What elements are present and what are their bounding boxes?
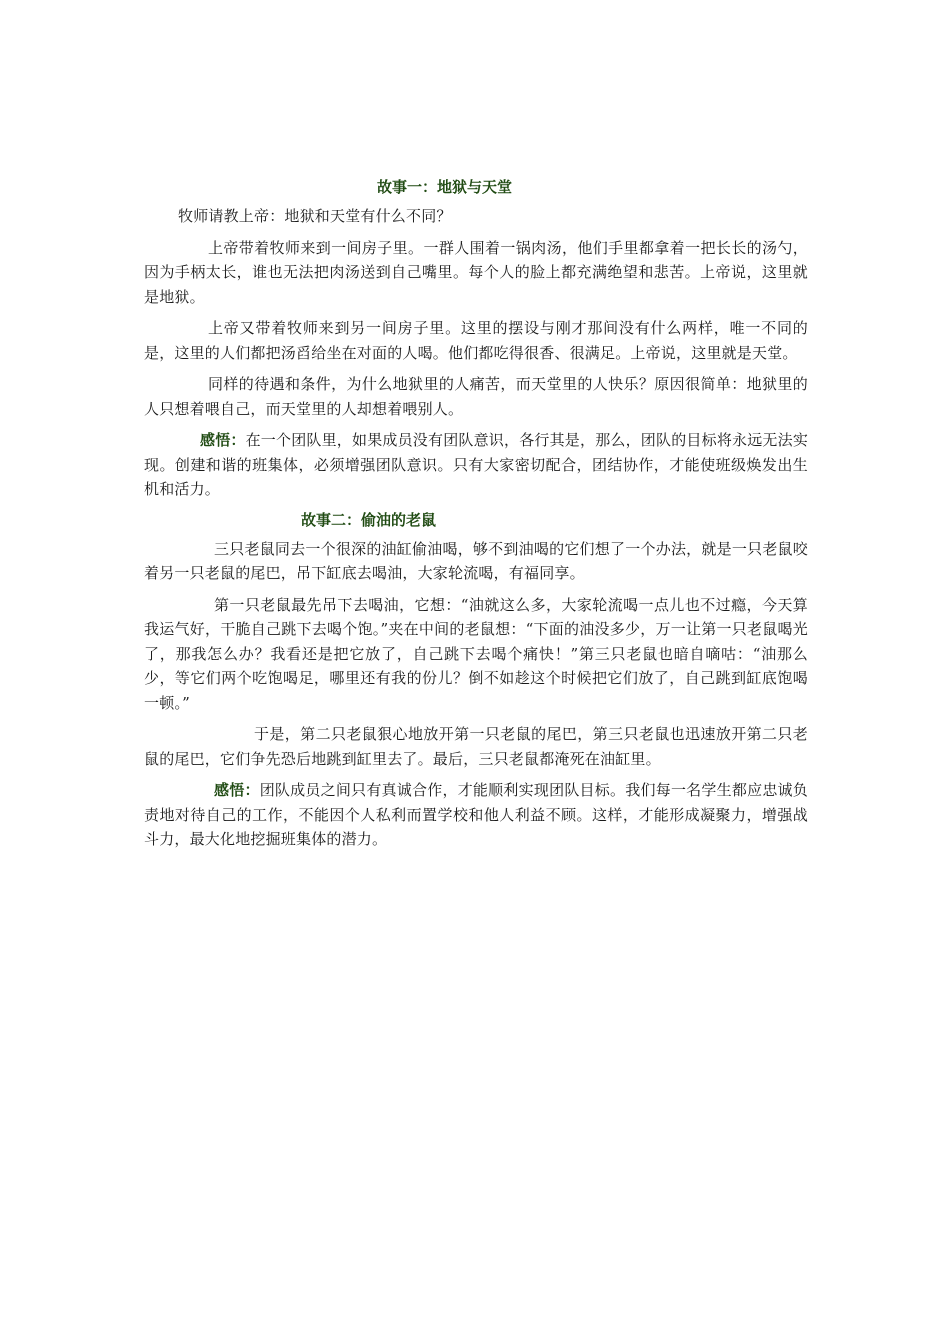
story2-paragraph-1: 三只老鼠同去一个很深的油缸偷油喝，够不到油喝的它们想了一个办法，就是一只老鼠咬着另一只老鼠的尾巴，吊下缸底去喝油，大家轮流喝，有福同享。 xyxy=(144,539,808,582)
story2-paragraph-3: 于是，第二只老鼠狠心地放开第一只老鼠的尾巴，第三只老鼠也迅速放开第二只老鼠的尾巴，它们争先恐后地跳到缸里去了。最后，三只老鼠都淹死在油缸里。 xyxy=(144,725,808,768)
story1-paragraph-2: 上帝又带着牧师来到另一间房子里。这里的摆设与刚才那间没有什么两样，唯一不同的是，这里的人们都把汤舀给坐在对面的人喝。他们都吃得很香、很满足。上帝说，这里就是天堂。 xyxy=(144,319,808,362)
story1-paragraph-1: 上帝带着牧师来到一间房子里。一群人围着一锅肉汤，他们手里都拿着一把长长的汤勺，因为手柄太长，谁也无法把肉汤送到自己嘴里。每个人的脸上都充满绝望和悲苦。上帝说，这里就是地狱。 xyxy=(144,238,808,306)
story1-question: 牧师请教上帝：地狱和天堂有什么不同？ xyxy=(178,207,452,225)
story2-insight-text: 团队成员之间只有真诚合作，才能顺利实现团队目标。我们每一名学生都应忠诚负责地对待自己的工作，不能因个人私利而置学校和他人利益不顾。这样，才能形成凝聚力，增强战斗力，最大化地挖掘班集体的潜力。 xyxy=(144,781,808,848)
story2-insight-label: 感悟： xyxy=(214,781,260,799)
story2-insight xyxy=(144,778,808,852)
story2-title: 故事二：偷油的老鼠 xyxy=(301,510,437,529)
story1-paragraph-3: 同样的待遇和条件，为什么地狱里的人痛苦，而天堂里的人快乐？原因很简单：地狱里的人只想着喂自己，而天堂里的人却想着喂别人。 xyxy=(144,375,808,418)
story1-insight xyxy=(144,428,808,502)
story1-insight-text: 在一个团队里，如果成员没有团队意识，各行其是，那么，团队的目标将永远无法实现。创建和谐的班集体，必须增强团队意识。只有大家密切配合，团结协作，才能使班级焕发出生机和活力。 xyxy=(144,431,809,498)
story2-paragraph-2: 第一只老鼠最先吊下去喝油，它想：“油就这么多，大家轮流喝一点儿也不过瘾，今天算我运气好，干脆自己跳下去喝个饱。”夹在中间的老鼠想：“下面的油没多少，万一让第一只老鼠喝光了，那我怎么办？我看还是把它放了，自己跳下去喝个痛快！”第三只老鼠也暗自嘀咕：“油那么少，等它们两个吃饱喝足，哪里还有我的份儿？倒不如趁这个时候把它们放了，自己跳到缸底饱喝一顿。” xyxy=(144,595,808,712)
story1-insight-label: 感悟： xyxy=(200,431,246,449)
story1-title: 故事一：地狱与天堂 xyxy=(377,178,513,196)
document-body xyxy=(144,176,808,859)
